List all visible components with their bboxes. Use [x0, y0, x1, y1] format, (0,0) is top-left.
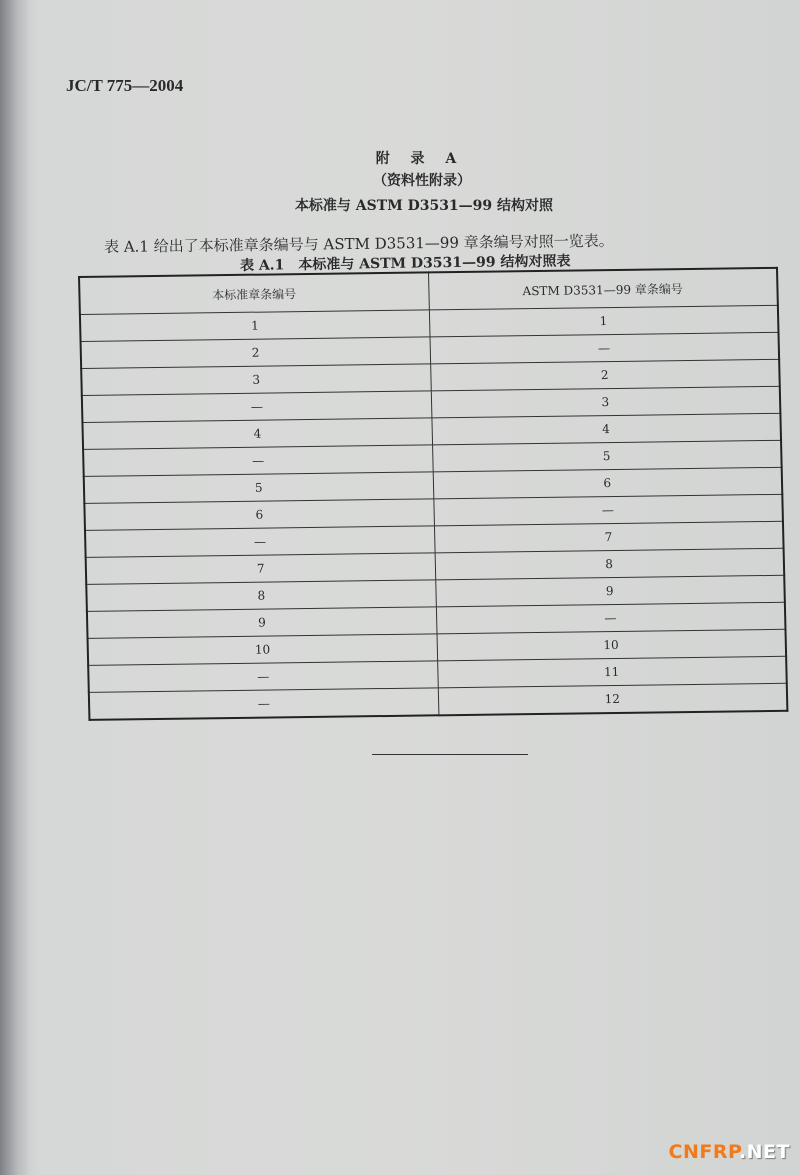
astm-clause-cell: 8 [435, 548, 785, 580]
appendix-label: 附 录 A [375, 151, 465, 167]
intro-paragraph: 表 A.1 给出了本标准章条编号与 ASTM D3531—99 章条编号对照一览表。 [103, 231, 614, 256]
standard-clause-cell: 6 [84, 499, 434, 531]
watermark-logo: CNFRP.NET [668, 1141, 790, 1163]
standard-clause-cell: — [82, 391, 432, 423]
column-header-this-standard: 本标准章条编号 [79, 272, 429, 314]
standard-clause-cell: 8 [86, 580, 436, 612]
standard-clause-cell: — [85, 526, 435, 558]
document-number: JC/T 775—2004 [66, 76, 184, 95]
standard-clause-cell: 4 [82, 418, 432, 450]
astm-clause-cell: 11 [437, 656, 787, 688]
astm-clause-cell: 4 [431, 413, 781, 445]
standard-clause-cell: — [88, 661, 438, 693]
standard-clause-cell: 7 [86, 553, 436, 585]
astm-clause-cell: — [430, 332, 780, 364]
table-caption: 表 A.1 本标准与 ASTM D3531—99 结构对照表 [239, 253, 571, 274]
standard-clause-cell: 1 [80, 310, 430, 342]
standard-clause-cell: — [89, 688, 439, 720]
column-header-astm: ASTM D3531—99 章条编号 [428, 268, 778, 310]
astm-clause-cell: 6 [433, 467, 783, 499]
astm-clause-cell: 5 [432, 440, 782, 472]
standard-clause-cell: 5 [84, 472, 434, 504]
astm-clause-cell: — [433, 494, 783, 526]
astm-clause-cell: — [436, 602, 786, 634]
standard-clause-cell: — [83, 445, 433, 477]
astm-clause-cell: 12 [438, 683, 788, 715]
astm-clause-cell: 7 [434, 521, 784, 553]
astm-clause-cell: 9 [435, 575, 785, 607]
astm-clause-cell: 10 [437, 629, 787, 661]
astm-clause-cell: 2 [430, 359, 780, 391]
standard-clause-cell: 2 [81, 337, 431, 369]
astm-clause-cell: 1 [429, 305, 779, 337]
comparison-table [78, 267, 788, 721]
astm-clause-cell: 3 [431, 386, 781, 418]
end-rule [372, 754, 528, 755]
standard-clause-cell: 9 [87, 607, 437, 639]
standard-clause-cell: 3 [81, 364, 431, 396]
standard-clause-cell: 10 [88, 634, 438, 666]
appendix-title: 本标准与 ASTM D3531—99 结构对照 [294, 198, 554, 214]
appendix-type: （资料性附录） [373, 173, 471, 189]
